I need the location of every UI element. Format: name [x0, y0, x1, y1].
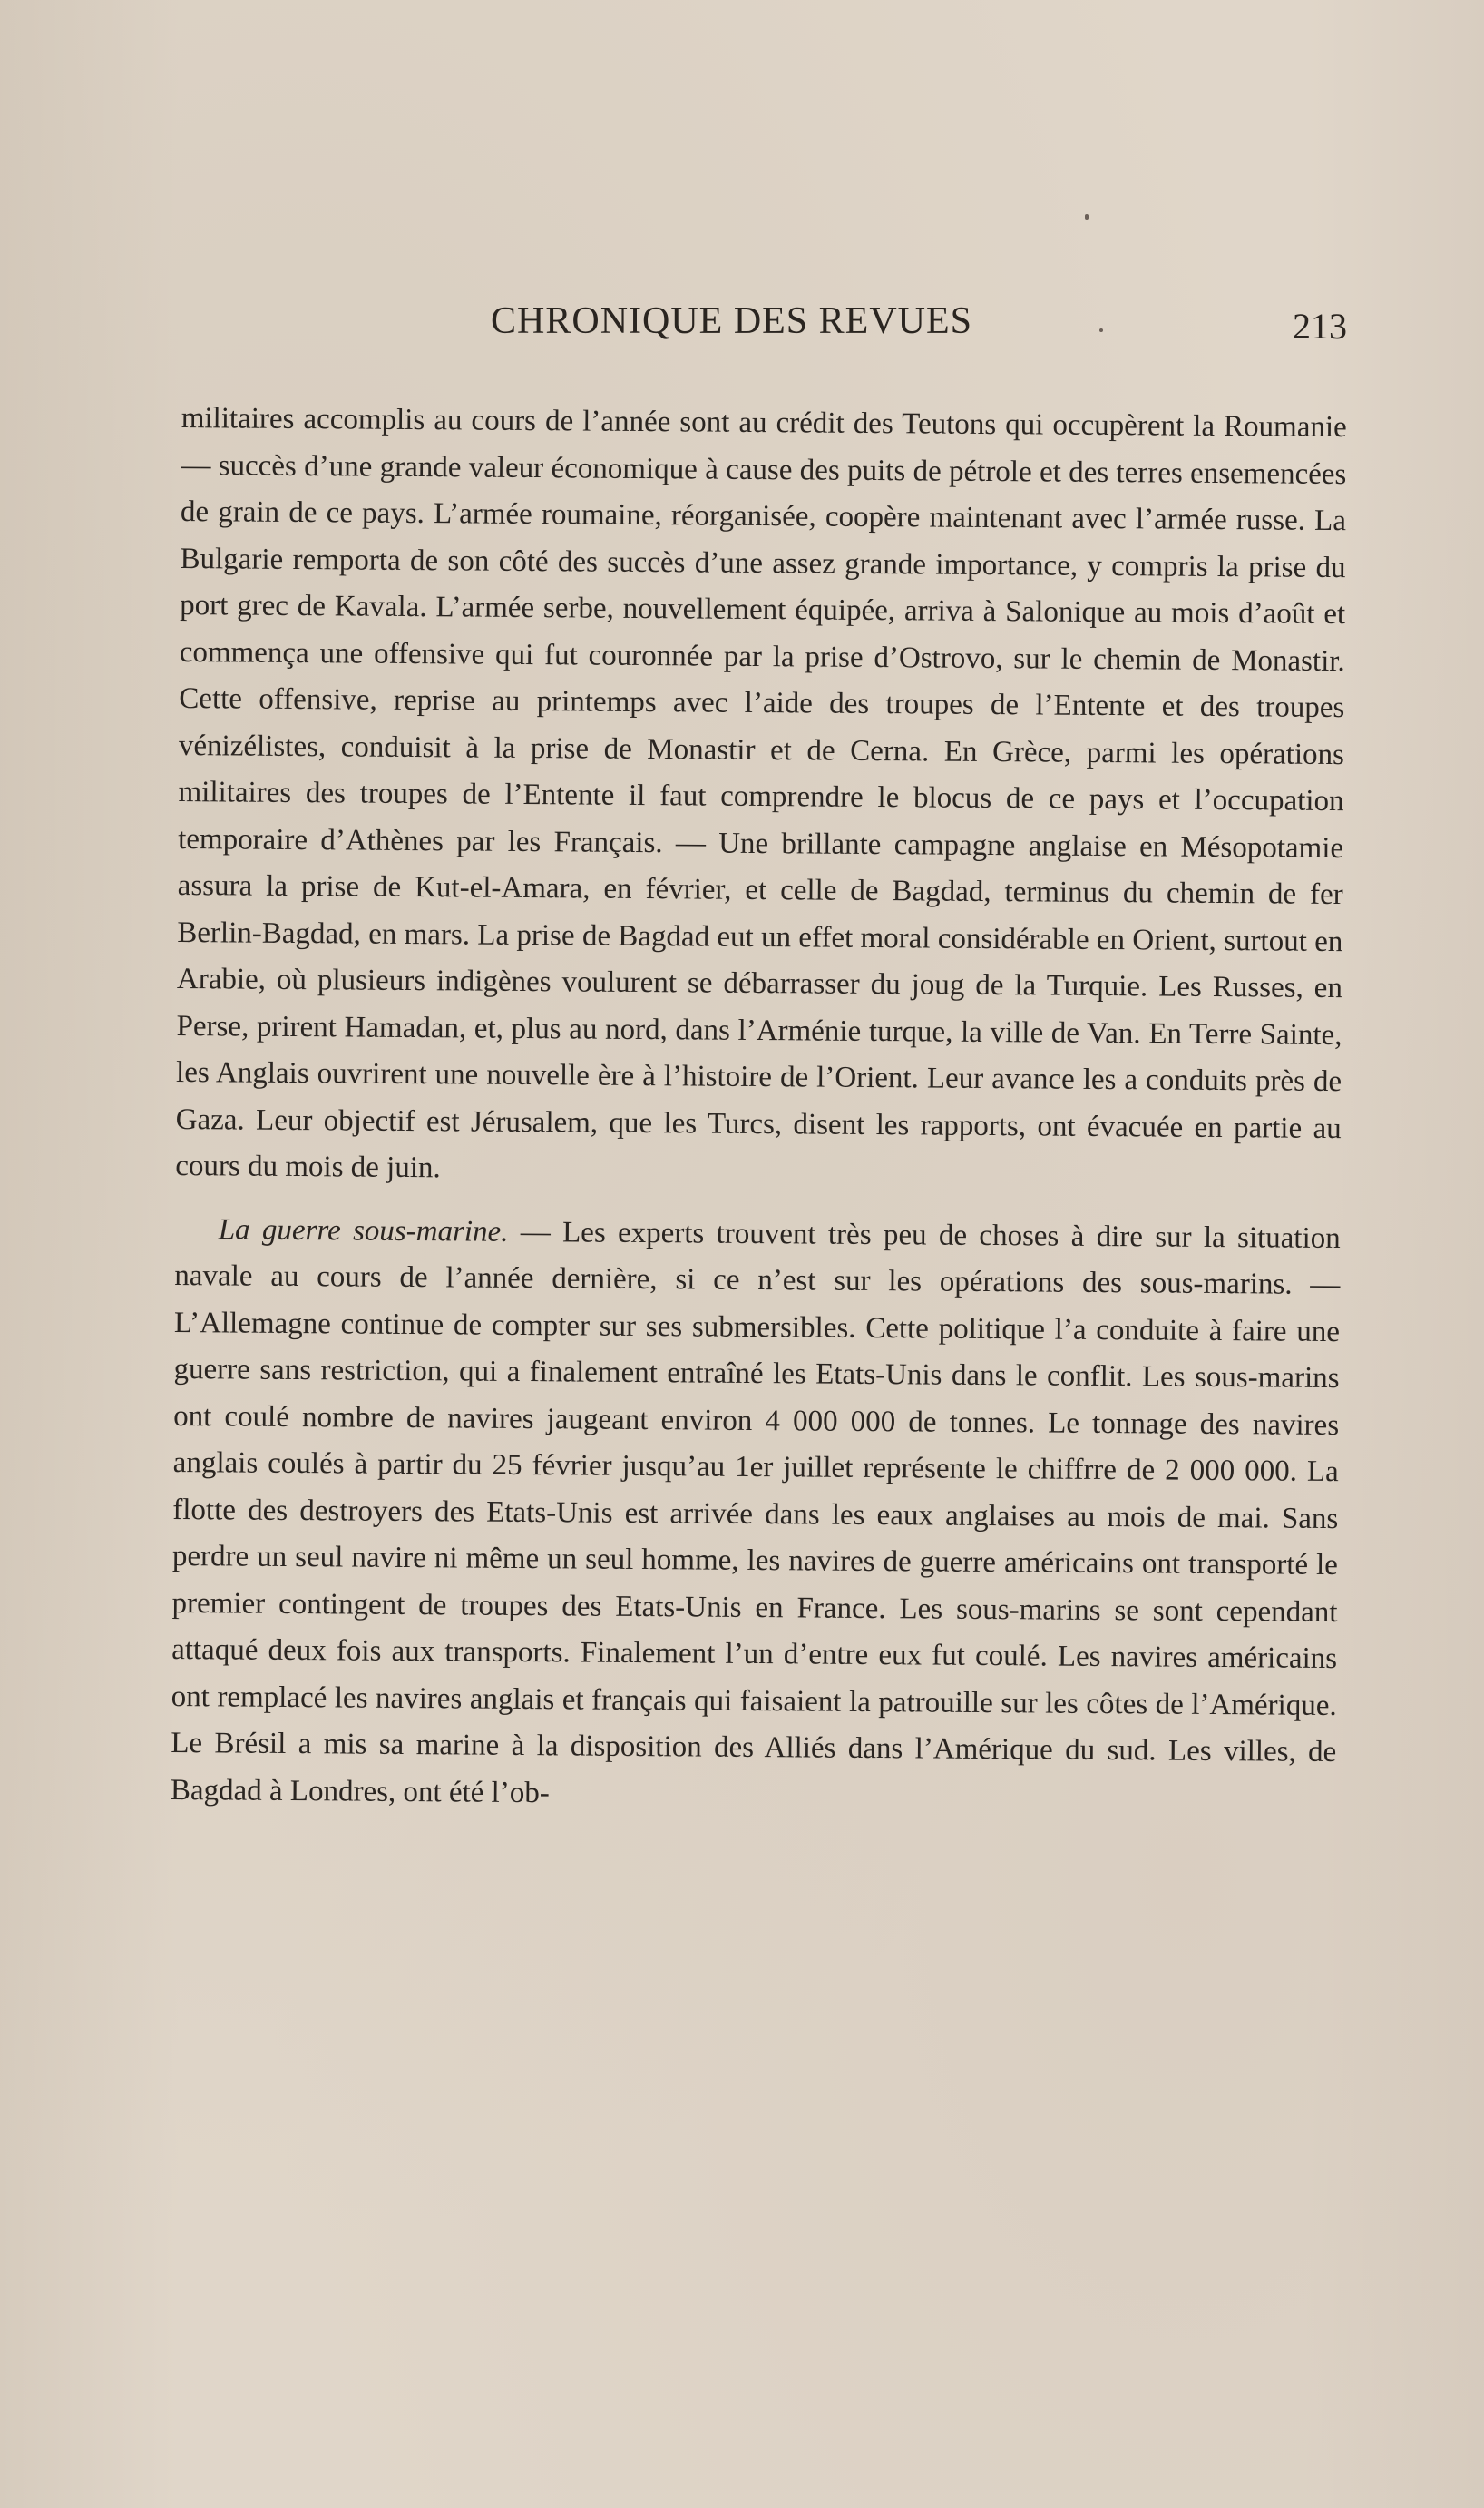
paragraph-continued: militaires accomplis au cours de l’année sont au crédit des Teutons qui occupèrent la Roumanie — succès d’une grande valeur économique à cause des puits de pétrole et des terres ensemencées de grain de ce pays. L’armée roumaine, réorganisée, coopère maintenant avec l’armée russe. La Bulgarie remporta de son côté des succès d’une assez grande importance, y compris la prise du port grec de Kavala. L’armée serbe, nouvellement équipée, arriva à Salonique au mois d’août et commença une offensive qui fut couronnée par la prise d’Ostrovo, sur le chemin de Monastir. Cette offensive, reprise au printemps avec l’aide des troupes de l’Entente et des troupes vénizélistes, conduisit à la prise de Monastir et de Cerna. En Grèce, parmi les opérations militaires des troupes de l’Entente il faut comprendre le blocus de ce pays et l’occupation temporaire d’Athènes par les Français. — Une brillante campagne anglaise en Mésopotamie assura la prise de Kut-el-Amara, en février, et celle de Bagdad, terminus du chemin de fer Berlin-Bagdad, en mars. La prise de Bagdad eut un effet moral considérable en Orient, surtout en Arabie, où plusieurs indigènes voulurent se débarrasser du joug de la Turquie. Les Russes, en Perse, prirent Hamadan, et, plus au nord, dans l’Arménie turque, la ville de Van. En Terre Sainte, les Anglais ouvrirent une nouvelle ère à l’histoire de l’Orient. Leur avance les a conduits près de Gaza. Leur objectif est Jérusalem, que les Turcs, disent les rapports, ont évacuée en partie au cours du mois de juin.: [175, 401, 1347, 1185]
paragraph-submarine-war: [171, 1206, 1341, 1823]
ink-speck: [1085, 214, 1089, 220]
page-number: 213: [1293, 306, 1347, 347]
paragraph-heading-italic: La guerre sous-marine.: [218, 1212, 509, 1249]
paragraph-body: — Les experts trouvent très peu de choses à dire sur la situation navale au cours de l’année dernière, si ce n’est sur les opérations des sous-marins. — L’Allemagne continue de compter sur ses submersibles. Cette politique l’a conduite à faire une guerre sans restriction, qui a finalement entraîné les Etats-Unis dans le conflit. Les sous-marins ont coulé nombre de navires jaugeant environ 4 000 000 de tonnes. Le tonnage des navires anglais coulés à partir du 25 février jusqu’au 1er juillet représente le chiffrre de 2 000 000. La flotte des destroyers des Etats-Unis est arrivée dans les eaux anglaises au mois de mai. Sans perdre un seul navire ni même un seul homme, les navires de guerre américains ont transporté le premier contingent de troupes des Etats-Unis en France. Les sous-marins se sont cependant attaqué deux fois aux transports. Finalement l’un d’entre eux fut coulé. Les navires américains ont remplacé les navires anglais et français qui faisaient la patrouille sur les côtes de l’Amérique. Le Brésil a mis sa marine à la disposition des Alliés dans l’Amérique du sud. Les villes, de Bagdad à Londres, ont été l’ob-: [170, 1215, 1341, 1809]
running-title: CHRONIQUE DES REVUES: [491, 300, 973, 342]
body-text: [171, 396, 1347, 1823]
running-header: [181, 299, 1347, 354]
